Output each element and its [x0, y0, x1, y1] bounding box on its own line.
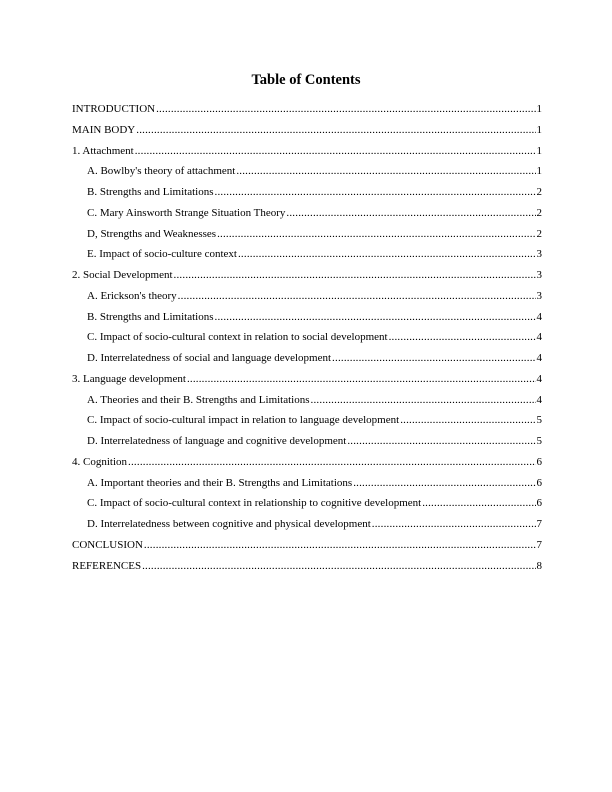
toc-entry[interactable] [72, 163, 542, 184]
toc-entry[interactable] [72, 558, 542, 579]
toc-entry-page-number: 1 [536, 103, 542, 115]
toc-entry-page-number: 6 [536, 497, 542, 510]
toc-entry-label: 3. Language development [72, 372, 186, 385]
toc-dot-leader [156, 101, 535, 117]
toc-entry-label: A. Important theories and their B. Strengths and Limitations [87, 476, 353, 489]
toc-entry-page-number: 6 [536, 476, 542, 489]
toc-title: Table of Contents [251, 72, 361, 88]
toc-dot-leader [332, 350, 535, 366]
toc-dot-leader [217, 226, 535, 242]
toc-entry-page-number: 4 [536, 331, 542, 344]
toc-entry-page-number: 6 [536, 455, 542, 468]
toc-dot-leader [215, 184, 536, 200]
toc-entry[interactable] [72, 433, 542, 454]
toc-entry-page-number: 8 [536, 559, 542, 572]
toc-entry[interactable] [72, 495, 542, 516]
toc-entry-label: 2. Social Development [72, 269, 173, 281]
toc-entry-label: D, Strengths and Weaknesses [87, 227, 217, 240]
toc-entry-label: 1. Attachment [72, 144, 134, 157]
toc-dot-leader [135, 143, 536, 159]
toc-entry-page-number: 1 [536, 144, 542, 157]
toc-dot-leader [422, 495, 535, 511]
toc-entry[interactable] [72, 205, 542, 226]
toc-entry-label: C. Impact of socio-cultural context in relationship to cognitive development [87, 497, 422, 510]
toc-entry-label: A. Erickson's theory [87, 289, 177, 302]
toc-dot-leader [286, 205, 535, 221]
toc-entry-page-number: 3 [536, 248, 542, 261]
toc-entry[interactable] [72, 309, 542, 330]
toc-dot-leader [142, 558, 535, 574]
toc-entry[interactable] [72, 184, 542, 205]
toc-dot-leader [389, 329, 536, 345]
toc-entry-label: B. Strengths and Limitations [87, 310, 214, 323]
toc-entry-page-number: 4 [536, 372, 542, 385]
toc-entry-label: E. Impact of socio-culture context [87, 248, 237, 261]
toc-entry[interactable] [72, 267, 542, 288]
toc-entry-page-number: 2 [536, 227, 542, 240]
toc-dot-leader [144, 537, 536, 553]
toc-entry[interactable] [72, 371, 542, 392]
toc-entry[interactable] [72, 454, 542, 475]
toc-entry-label: C. Impact of socio-cultural context in relation to social development [87, 331, 388, 344]
toc-entry-label: D. Interrelatedness of social and language development [87, 352, 332, 364]
toc-entry-page-number: 5 [536, 435, 542, 447]
toc-dot-leader [128, 454, 535, 470]
toc-entry-page-number: 1 [536, 123, 542, 136]
toc-entry[interactable] [72, 101, 542, 122]
toc-entry[interactable] [72, 350, 542, 371]
toc-dot-leader [178, 288, 536, 304]
toc-dot-leader [174, 267, 536, 283]
toc-entry-page-number: 3 [536, 289, 542, 302]
toc-dot-leader [347, 433, 535, 449]
toc-dot-leader [372, 516, 536, 532]
toc-entry[interactable] [72, 143, 542, 164]
toc-entry[interactable] [72, 392, 542, 413]
toc-entry[interactable] [72, 475, 542, 496]
toc-entry-label: A. Theories and their B. Strengths and Limitations [87, 393, 310, 406]
toc-entry[interactable] [72, 122, 542, 143]
toc-entry-page-number: 4 [536, 352, 542, 364]
toc-entry-label: C. Impact of socio-cultural impact in relation to language development [87, 414, 400, 427]
toc-entry-label: D. Interrelatedness of language and cognitive development [87, 435, 347, 447]
toc-entry-label: CONCLUSION [72, 538, 143, 551]
toc-entry-label: MAIN BODY [72, 123, 136, 136]
toc-dot-leader [187, 371, 536, 387]
toc-entry-page-number: 5 [536, 414, 542, 427]
toc-dot-leader [353, 475, 535, 491]
toc-entry-label: REFERENCES [72, 559, 142, 572]
toc-dot-leader [236, 163, 535, 179]
toc-entry[interactable] [72, 329, 542, 350]
toc-entry[interactable] [72, 288, 542, 309]
toc-entry-page-number: 4 [536, 310, 542, 323]
toc-entry-label: D. Interrelatedness between cognitive and physical development [87, 518, 371, 530]
toc-list [72, 101, 542, 578]
toc-entry-label: 4. Cognition [72, 455, 128, 468]
toc-dot-leader [400, 412, 535, 428]
toc-entry-label: C. Mary Ainsworth Strange Situation Theory [87, 206, 286, 219]
toc-entry[interactable] [72, 412, 542, 433]
toc-entry-label: A. Bowlby's theory of attachment [87, 165, 236, 178]
toc-entry-page-number: 7 [536, 518, 542, 530]
toc-entry-page-number: 4 [536, 393, 542, 406]
toc-dot-leader [136, 122, 535, 138]
toc-entry-page-number: 7 [536, 538, 542, 551]
toc-entry-page-number: 1 [536, 165, 542, 178]
toc-entry-page-number: 2 [536, 186, 542, 198]
toc-entry-page-number: 3 [536, 269, 542, 281]
toc-dot-leader [215, 309, 536, 325]
toc-dot-leader [311, 392, 536, 408]
toc-entry[interactable] [72, 226, 542, 247]
toc-entry-label: B. Strengths and Limitations [87, 186, 214, 198]
toc-entry[interactable] [72, 516, 542, 537]
toc-entry-label: INTRODUCTION [72, 103, 156, 115]
toc-dot-leader [238, 246, 536, 262]
toc-entry[interactable] [72, 246, 542, 267]
toc-entry[interactable] [72, 537, 542, 558]
toc-entry-page-number: 2 [536, 206, 542, 219]
